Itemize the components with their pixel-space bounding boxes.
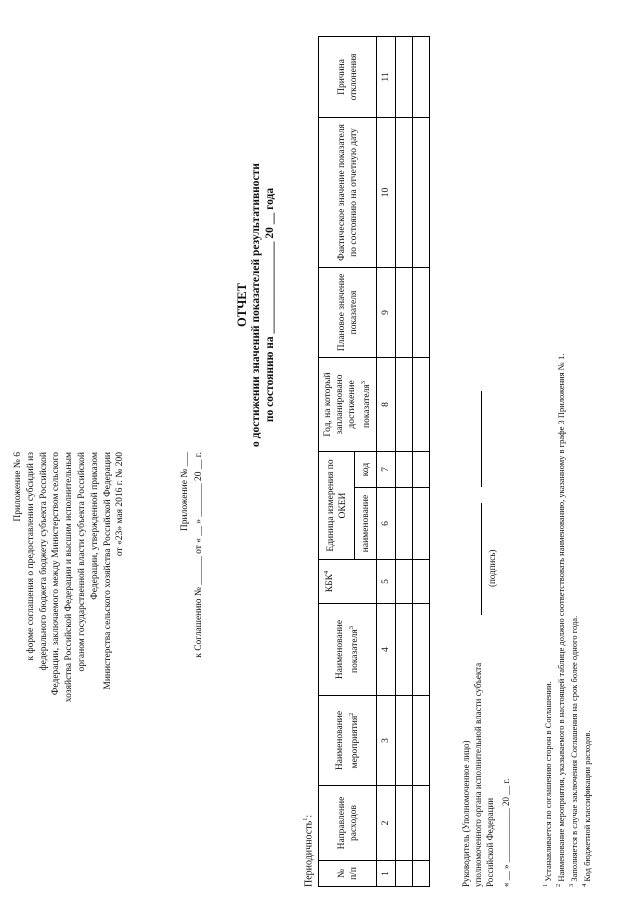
- appendix-line: Федерации, заключаемого между Министерством сельского: [51, 452, 62, 696]
- name-line: [481, 391, 482, 487]
- periodicity-label: Периодичность$^1$:: [302, 814, 315, 887]
- appendix-line: от «23» мая 2016 г. № 200: [115, 452, 126, 557]
- header-fact: Фактическое значение показателя по состоянию на отчетную дату: [319, 117, 377, 267]
- appendix-line: федерального бюджета бюджету субъекта Российской: [38, 452, 49, 671]
- header-kbk: КБК$^4$: [319, 560, 377, 604]
- ref-appendix-number: Приложение № ___: [180, 452, 190, 532]
- agreement-reference: [178, 452, 206, 658]
- col-number: 2: [377, 786, 396, 861]
- title-date-line: по состоянию на ________________ 20 __ года: [264, 187, 276, 423]
- signature-date: « __ » ____________ 20 __ г.: [501, 778, 511, 887]
- footnote-1: $^1$ Устанавливается по соглашению сторон в Соглашении.: [542, 681, 553, 887]
- header-indicator: Наименование показателя$^3$: [319, 604, 377, 696]
- ref-agreement-line: к Соглашению № ______ от « __ » _______ 20 __ г.: [194, 452, 204, 658]
- footnote-4: $^4$ Код бюджетной классификации расходов.: [581, 730, 592, 887]
- col-number: 11: [377, 36, 396, 117]
- header-unit: Единица измерения по ОКЕИ: [319, 451, 355, 559]
- table-row: [396, 36, 413, 886]
- col-number: 4: [377, 604, 396, 696]
- appendix-header: [12, 452, 127, 752]
- header-num: № п/п: [319, 861, 377, 887]
- appendix-line: Приложение № 6: [13, 452, 23, 522]
- appendix-line: органом государственной власти субъекта Российской: [76, 452, 87, 672]
- header-direction: Направление расходов: [319, 786, 377, 861]
- footnote-3: $^3$ Заполняется в случае заключения Соглашения на срок более одного года.: [568, 615, 579, 887]
- header-year: Год, на который запланировано достижение показателя$^3$: [319, 357, 377, 451]
- header-unit-code: код: [355, 451, 377, 487]
- indicators-table: [318, 36, 430, 887]
- title-subject: о достижении значений показателей результативности: [250, 163, 262, 447]
- signature-role-line3: Российской Федерации: [485, 797, 495, 887]
- col-number: 8: [377, 357, 396, 451]
- header-reason: Причина отклонения: [319, 36, 377, 117]
- header-event: Наименование мероприятия$^2$: [319, 696, 377, 786]
- col-number: 6: [377, 488, 396, 560]
- signature-role-line1: Руководитель (Уполномоченное лицо): [461, 740, 471, 887]
- title-report-word: ОТЧЕТ: [235, 283, 249, 327]
- header-unit-name: наименование: [355, 488, 377, 560]
- appendix-line: Министерства сельского хозяйства Российской Федерации: [102, 452, 113, 690]
- appendix-line: хозяйства Российской Федерации и высшим исполнительным: [64, 452, 75, 703]
- col-number: 7: [377, 451, 396, 487]
- col-number: 1: [377, 861, 396, 887]
- appendix-line: к форме соглашения о предоставлении субсидий из: [25, 452, 36, 661]
- footnote-2: $^2$ Наименование мероприятия, указываемого в настоящей таблице должно соответствовать наименованию, указанному в графе 3 Приложения № 1.: [555, 353, 566, 887]
- appendix-line: Федерации, утвержденной приказом: [89, 452, 100, 600]
- col-number: 3: [377, 696, 396, 786]
- report-title: [235, 5, 277, 605]
- column-number-row: [377, 36, 396, 886]
- signature-role-line2: уполномоченного органа исполнительной власти субъекта: [473, 662, 483, 887]
- col-number: 5: [377, 560, 396, 604]
- table-row: [413, 36, 430, 886]
- header-plan: Плановое значение показателя: [319, 267, 377, 357]
- signature-line: [481, 503, 482, 615]
- col-number: 10: [377, 117, 396, 267]
- col-number: 9: [377, 267, 396, 357]
- signature-caption: (подпись): [487, 549, 497, 587]
